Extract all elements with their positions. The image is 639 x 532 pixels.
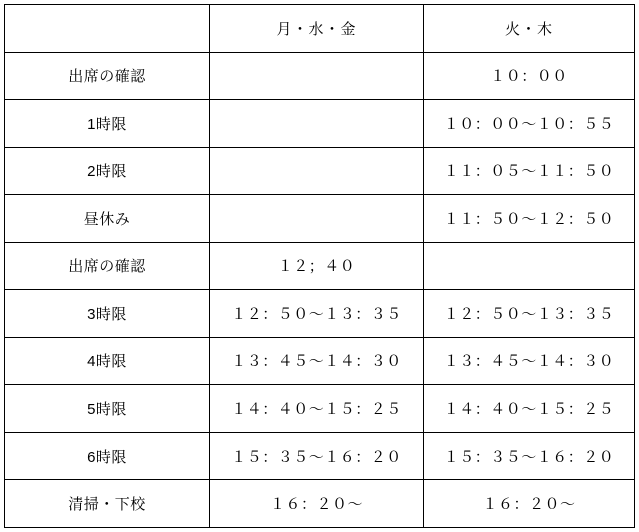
table-row xyxy=(5,432,635,480)
cell-mon-wed-fri xyxy=(210,100,424,148)
cell-mon-wed-fri xyxy=(210,147,424,195)
cell-tue-thu: １０：００ xyxy=(424,52,635,100)
header-mon-wed-fri: 月・水・金 xyxy=(210,5,424,53)
table-row xyxy=(5,242,635,290)
table-row xyxy=(5,52,635,100)
cell-mon-wed-fri: １３：４５〜１４：３０ xyxy=(210,337,424,385)
row-label: 清掃・下校 xyxy=(5,480,210,528)
cell-mon-wed-fri: １４：４０〜１５：２５ xyxy=(210,385,424,433)
row-label: 出席の確認 xyxy=(5,52,210,100)
cell-mon-wed-fri xyxy=(210,195,424,243)
cell-mon-wed-fri: １５：３５〜１６：２０ xyxy=(210,432,424,480)
cell-tue-thu: １６：２０〜 xyxy=(424,480,635,528)
header-corner-cell xyxy=(5,5,210,53)
cell-mon-wed-fri: １２：５０〜１３：３５ xyxy=(210,290,424,338)
class-schedule-table xyxy=(4,4,635,528)
row-label: 1時限 xyxy=(5,100,210,148)
cell-tue-thu: １１：０５〜１１：５０ xyxy=(424,147,635,195)
row-label: 3時限 xyxy=(5,290,210,338)
table-row xyxy=(5,100,635,148)
row-label: 5時限 xyxy=(5,385,210,433)
row-label: 昼休み xyxy=(5,195,210,243)
table-row xyxy=(5,195,635,243)
cell-mon-wed-fri: １２；４０ xyxy=(210,242,424,290)
cell-tue-thu: １５：３５〜１６：２０ xyxy=(424,432,635,480)
header-tue-thu: 火・木 xyxy=(424,5,635,53)
table-row xyxy=(5,385,635,433)
table-row xyxy=(5,480,635,528)
table-row xyxy=(5,337,635,385)
row-label: 出席の確認 xyxy=(5,242,210,290)
cell-tue-thu: １０：００〜１０：５５ xyxy=(424,100,635,148)
cell-mon-wed-fri xyxy=(210,52,424,100)
cell-tue-thu: １１：５０〜１２：５０ xyxy=(424,195,635,243)
table-header-row xyxy=(5,5,635,53)
cell-tue-thu: １２：５０〜１３：３５ xyxy=(424,290,635,338)
row-label: 4時限 xyxy=(5,337,210,385)
cell-tue-thu xyxy=(424,242,635,290)
table-row xyxy=(5,290,635,338)
cell-tue-thu: １４：４０〜１５：２５ xyxy=(424,385,635,433)
table-row xyxy=(5,147,635,195)
row-label: 6時限 xyxy=(5,432,210,480)
cell-tue-thu: １３：４５〜１４：３０ xyxy=(424,337,635,385)
row-label: 2時限 xyxy=(5,147,210,195)
cell-mon-wed-fri: １６：２０〜 xyxy=(210,480,424,528)
